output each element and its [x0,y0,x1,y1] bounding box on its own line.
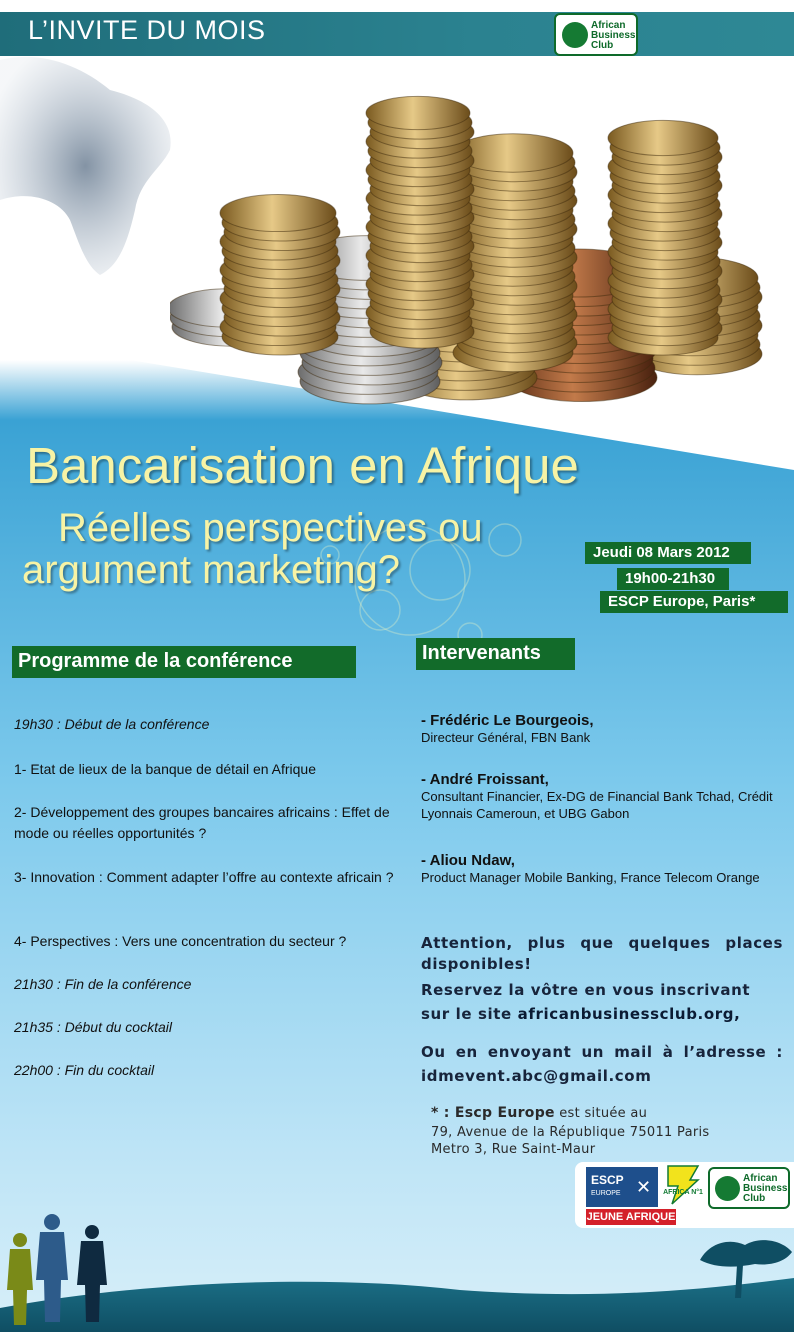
email-link[interactable]: idmevent.abc@gmail.com [421,1067,652,1085]
address-line-1 [431,1104,647,1123]
programme-item: 3- Innovation : Comment adapter l’offre au contexte africain ? [14,869,394,885]
attention-line-4-text: sur le site [421,1005,518,1023]
attention-line-4 [421,1004,783,1025]
programme-item: 21h35 : Début du cocktail [14,1019,172,1035]
bottom-scene [0,1150,794,1332]
attention-line-3: Reservez la vôtre en vous inscrivant [421,981,751,999]
attention-line-2: disponibles! [421,955,532,973]
programme-item: 1- Etat de lieux de la banque de détail en Afrique [14,761,316,777]
logo-line-1: African [591,20,626,31]
headline-line-1: Bancarisation en Afrique [26,437,579,494]
logo-line-2: Business [743,1183,788,1194]
programme-heading: Programme de la conférence [12,646,356,678]
speaker-item [421,771,785,822]
hill-silhouette [0,1278,794,1332]
programme-item: 19h30 : Début de la conférence [14,716,210,732]
people-silhouette-icon [7,1214,107,1325]
speaker-item [421,712,785,746]
logo-line-2: Business [591,30,636,41]
address-line-3: Metro 3, Rue Saint-Maur [431,1142,596,1157]
attention-line-5: Ou en envoyant un mail à l’adresse : [421,1043,783,1061]
logo-line-3: Club [743,1193,766,1204]
address-star: * : Escp Europe [431,1105,555,1121]
speaker-role: Product Manager Mobile Banking, France Telecom Orange [421,870,760,885]
programme-item: 2- Développement des groupes bancaires africains : Effet de mode ou réelles opportunités ? [14,804,390,841]
programme-item: 4- Perspectives : Vers une concentration du secteur ? [14,933,347,949]
globe-icon [562,22,588,48]
event-place: ESCP Europe, Paris* [600,591,788,613]
logo-line-3: Club [591,40,614,51]
coin [220,194,336,231]
speaker-name: - Frédéric Le Bourgeois, [421,712,594,729]
speaker-name: - André Froissant, [421,771,549,788]
programme-item: 22h00 : Fin du cocktail [14,1062,155,1078]
address-line-2: 79, Avenue de la République 75011 Paris [431,1125,710,1140]
coin [608,120,718,155]
event-date: Jeudi 08 Mars 2012 [585,542,751,564]
headline-line-3: argument marketing? [22,548,400,592]
african-business-club-logo [554,13,638,56]
escp-cross-icon: ✕ [636,1177,652,1198]
attention-line-1: Attention, plus que quelques places [421,934,783,952]
speakers-heading: Intervenants [416,638,575,670]
speaker-name: - Aliou Ndaw, [421,852,515,869]
website-link[interactable]: africanbusinessclub.org, [517,1005,741,1023]
programme-item: 21h30 : Fin de la conférence [14,976,192,992]
event-time: 19h00-21h30 [617,568,729,590]
speaker-item [421,852,785,886]
speaker-role: Directeur Général, FBN Bank [421,730,591,745]
address-rest: est située au [554,1106,648,1121]
escp-sub-text: EUROPE [591,1190,621,1197]
speaker-role: Consultant Financier, Ex-DG de Financial Bank Tchad, Crédit Lyonnais Cameroun, et UBG Gabon [421,789,773,821]
coin [366,96,470,129]
escp-main-text: ESCP [591,1173,624,1187]
africa-n1-text: AFRICA N°1 [663,1189,703,1196]
page-title: L’INVITE DU MOIS [28,15,266,45]
coins-image [170,58,780,418]
logo-line-1: African [743,1173,778,1184]
headline-line-2: Réelles perspectives ou [58,506,483,550]
jeune-afrique-logo: JEUNE AFRIQUE [586,1211,676,1223]
